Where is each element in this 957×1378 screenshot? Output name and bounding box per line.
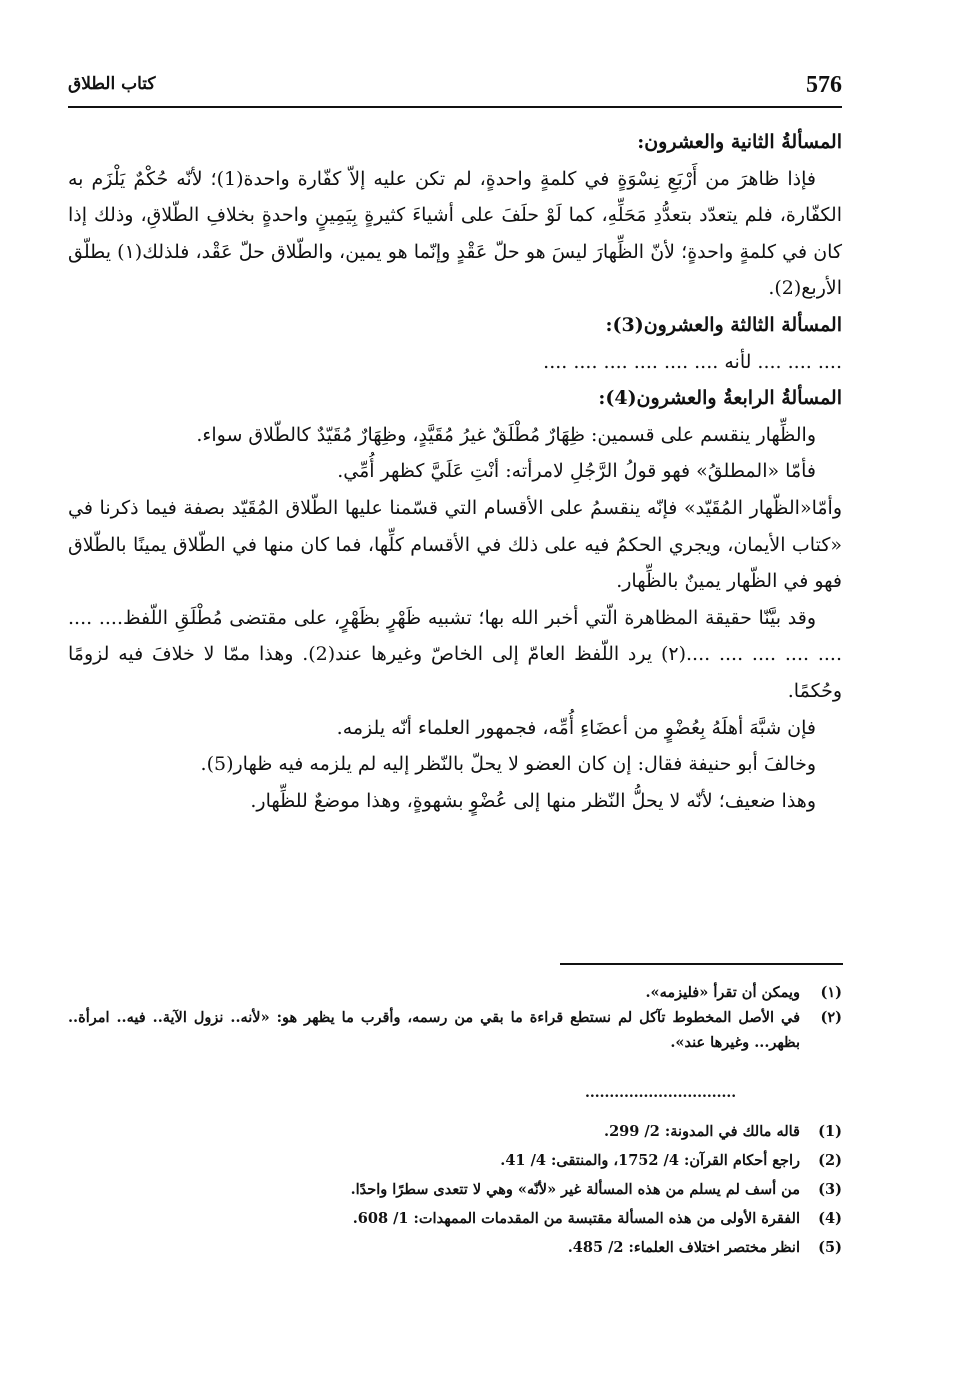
paragraph: فإذا ظاهرَ من أَرْبَعِ نِسْوَةٍ في كلمةٍ واحدةٍ، لم تكن عليه إلاّ كفّارة واحدة(1)؛ لأنّه حُكْمٌ يَلْزَم به الكفّارة، فلم يتعدّد بتعدُّدِ مَحَلِّهِ، كما لَوْ حلَفَ على أشياءَ كثيرةٍ بِيَمِينٍ واحدةٍ بخلافِ الطّلاقِ، وذلك إذا كان في كلمةٍ واحدةٍ؛ لأنّ الظِّهارَ ليسَ هو حلّ عَقْدٍ وإنّما هو يمين، والطّلاق حلّ عَقْد، فلذلك(١) يطلّق الأربع(2). [68, 167, 842, 300]
footnote [68, 980, 842, 1005]
page-header [68, 72, 842, 108]
footnote [68, 1175, 842, 1204]
footnote-number: (١) [820, 984, 842, 1001]
footnote [68, 1146, 842, 1175]
footnote-text: في الأصل المخطوط تآكل لم نستطع قراءة ما بقي من رسمه، وأقرب ما يظهر هو: «لأنه.. نزول الآية.. فيه.. امرأة.. بظهر... وغيرها عند». [68, 1009, 800, 1051]
missing-text-line: .... .... .... لأنه .... .... .... .... .... .... [543, 350, 842, 373]
section-heading: المسألة الثالثة والعشرون(3): [605, 313, 842, 336]
source-footnotes [68, 1117, 842, 1262]
footnote-number: (5) [818, 1239, 842, 1256]
footnote-text: قاله مالك في المدونة: 2/ 299. [604, 1123, 800, 1140]
paragraph: والظِّهار ينقسم على قسمين: ظِهَارٌ مُطْلَقٌ غيرُ مُقَيَّدٍ، وظِهَارٌ مُقَيّدٌ كالطّلاق سواء. [196, 423, 816, 446]
footnote [68, 1204, 842, 1233]
footnote-text: الفقرة الأولى من هذه المسألة مقتبسة من المقدمات الممهدات: 1/ 608. [352, 1210, 800, 1227]
section-heading: المسألةُ الثانية والعشرون: [637, 131, 842, 153]
section-heading: المسألةُ الرابعةُ والعشرون(4): [598, 387, 842, 410]
footnote-number: (٢) [820, 1009, 842, 1026]
paragraph: فإن شبَّهَ أهلَهُ بِعُضْوٍ من أعضَاءِ أُمِّه، فجمهور العلماء أنّه يلزمه. [336, 716, 816, 739]
page-number: 576 [806, 72, 842, 98]
main-text [68, 124, 842, 819]
footnote-text: انظر مختصر اختلاف العلماء: 2/ 485. [567, 1239, 800, 1256]
footnote [68, 1117, 842, 1146]
footnote-text: من أسف لم يسلم من هذه المسألة غير «لأنّه» وهي لا تتعدى سطرًا واحدًا. [350, 1181, 800, 1198]
editor-footnotes [68, 980, 842, 1055]
footnote-number: (4) [818, 1210, 842, 1227]
footnote-number: (2) [818, 1152, 842, 1169]
paragraph: فأمّا «المطلقُ» فهو قولُ الرَّجُلِ لامرأته: أنْتِ عَلَيَّ كظهر أُمِّي. [337, 460, 816, 483]
footnote-text: ويمكن أن تقرأ «فليزمه». [645, 984, 800, 1001]
paragraph: وقد بيَّنّا حقيقة المظاهرة الّتي أخبر الله بها؛ تشبيه ظَهْرٍ بظَهْرٍ، على مقتضى مُطْلَقِ اللّفظ.... .... .... .... .... .... ....(٢) يرد اللّفظ العامّ إلى الخاصّ وغيرها عند(2). وهذا ممّا لا خلافَ فيه لزومًا وحُكمًا. [68, 606, 842, 702]
footnote-text: راجع أحكام القرآن: 4/ 1752، والمنتقى: 4/ 41. [500, 1152, 800, 1169]
footnote-number: (1) [818, 1123, 842, 1140]
paragraph: وخالفَ أبو حنيفة فقال: إن كان العضو لا يحلّ بالنّظر إليه لم يلزمه فيه ظهار(5). [200, 753, 816, 776]
footnote [68, 1233, 842, 1262]
paragraph: وأمّا«الظّهار المُقَيّد» فإنّه ينقسمُ على الأقسام التي قسّمنا عليها الطّلاق المُقَيّد بصفة فيما ذكرنا في «كتاب الأيمان، ويجري الحكمُ فيه على ذلك في الأقسام كلِّها، فما كان منها في الطّلاق يمينًا بالطّلاق فهو في الظّهار يمينٌ بالظِّهار. [68, 496, 842, 593]
dotted-separator: ............................... [585, 1085, 737, 1101]
footnote-rule [560, 963, 843, 965]
footnote [68, 1005, 842, 1055]
footnote-number: (3) [818, 1181, 842, 1198]
paragraph: وهذا ضعيف؛ لأنّه لا يحلُّ النّظر منها إلى عُضْوٍ بشهوةٍ، وهذا موضعٌ للظِّهار. [250, 789, 816, 812]
running-title: كتاب الطلاق [68, 74, 156, 94]
